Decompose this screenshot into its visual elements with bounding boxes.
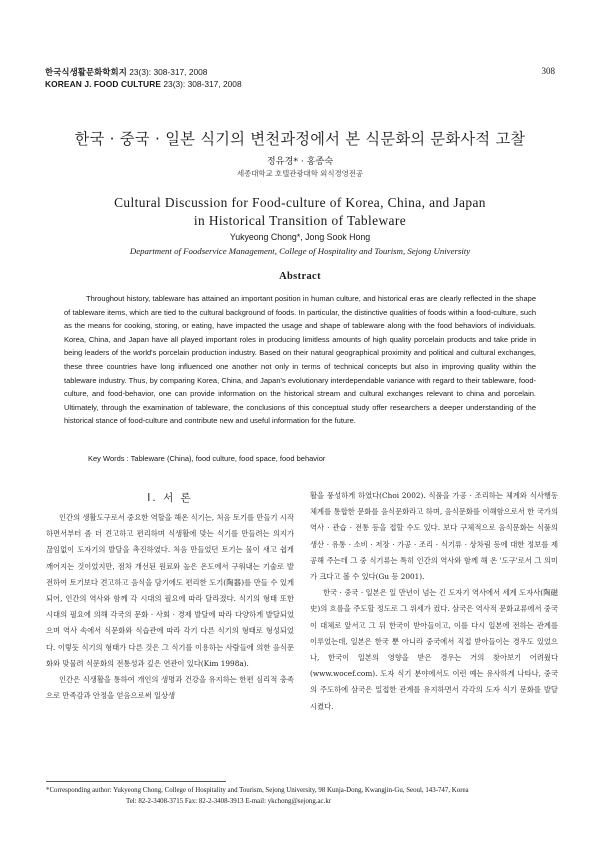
title-english-line-2: in Historical Transition of Tableware <box>193 213 407 228</box>
journal-header <box>45 66 242 90</box>
keywords-label: Key Words : <box>88 454 129 463</box>
authors-english: Yukyeong Chong*, Jong Sook Hong <box>229 232 371 242</box>
journal-name-kr: 한국식생활문화학회지 <box>45 67 127 77</box>
intro-paragraph-3: 한국 · 중국 · 일본은 일 만년이 넘는 긴 도자기 역사에서 세계 도자사(陶磁史)의 흐름을 주도할 정도로 그 위세가 컸다. 삼국은 역사적 문화교류에서 중국이 대체로 앞서고 그 뒤 한국이 받아들이고, 이를 다시 일본에 전하는 관계를 이루었는데, 일본은 한국 뿐 아니라 중국에서 직접 받아들이는 경우도 있었으나, 한국이 일본의 영향을 받은 경우는 거의 찾아보기 어려웠다(www.wocef.com). 도자 식기 분야에서도 이런 예는 유사하게 나타나, 중국의 주도하에 삼국은 밀접한 관계를 유지하면서 각각의 도자 식기 문화를 발달시켰다. <box>310 588 558 711</box>
authors-korean: 정유경* · 홍종숙 <box>266 156 334 167</box>
footnote-line-2: Tel: 82-2-3408-3715 Fax: 82-2-3408-3913 E-mail: ykchong@sejong.ac.kr <box>126 798 332 805</box>
footnote-divider <box>46 781 226 782</box>
column-right <box>310 488 558 715</box>
intro-paragraph-1: 인간의 생활도구로서 중요한 역할을 해온 식기는, 처음 토기를 만들기 시작하면서부터 좀 더 견고하고 편리하며 식생활에 맞는 식기를 만들려는 의지가 끊임없이 도자기의 발달을 촉진하였다. 처음 만들었던 토기는 물이 새고 쉽게 깨어지는 것이었지만, 점차 개선된 원료와 높은 온도에서 구워내는 기술로 발전하여 토기보다 견고하고 음식을 담기에도 편리한 도기(陶器)를 만들 수 있게 되어, 인간의 역사와 함께 각 시대의 필요에 따라 달라졌다. 식기의 형태 또한 시대의 필요에 의해 각국의 문화 · 사회 · 경제 발달에 따라 다양하게 발달되었으며 역사 속에서 식문화와 식습관에 따라 각기 다른 식기의 형태로 형성되었다. 이렇듯 식기의 형태가 다른 것은 그 식기를 이용하는 사람들에 의한 음식문화와 맞물려 식문화의 전통성과 깊은 연관이 있다(Kim 1998a). <box>46 513 294 668</box>
journal-line-en <box>45 78 242 90</box>
abstract-body: Throughout history, tableware has attained an important position in human culture, and historical eras are clearly reflected in the shape of tableware items, which are tied to the cultural background of foods. In particular, the distinctive qualities of foods within a food-culture, such as the means for cooking, storing, or eating, have impacted the usage and shape of tableware along with the food behaviors of individuals. Korea, China, and Japan have all played important roles in producing limitless amounts of high quality porcelain products and take pride in being leaders of the world's porcelain production industry. Based on their natural geographical proximity and political and cultural exchanges, these three countries have long influenced one another not only in terms of technical concepts but also in improving quality within the tableware industry. Thus, by comparing Korea, China, and Japan's evolutionary interdependable variance with regard to their tableware, food-culture, and food-behavior, one can provide information on the historical stream and cultural exchanges relevant to china and porcelain. Ultimately, through the examination of tableware, the conclusions of this conceptual study offer researchers a deeper understanding of the historical stance of food-culture and contribute new and useful information for the future. <box>64 294 536 426</box>
journal-line-kr <box>45 66 242 78</box>
title-korean: 한국 · 중국 · 일본 식기의 변천과정에서 본 식문화의 문화사적 고찰 <box>74 130 526 148</box>
journal-volume-kr: 23(3): 308-317, 2008 <box>129 67 208 77</box>
journal-volume-en: 23(3): 308-317, 2008 <box>163 79 242 89</box>
column-left <box>46 488 294 704</box>
section-heading-introduction: I. 서 론 <box>147 492 193 504</box>
affiliation-korean: 세종대학교 호텔관광대학 외식경영전공 <box>236 169 364 178</box>
footnote-line-1: *Corresponding author: Yukyeong Chong, College of Hospitality and Tourism, Sejong University, 98 Kunja-Dong, Kwangjin-Gu, Seoul, 143-747, Korea <box>46 787 469 794</box>
abstract-heading: Abstract <box>279 271 321 282</box>
title-english <box>0 194 600 230</box>
journal-name-en: KOREAN J. FOOD CULTURE <box>45 79 162 89</box>
keywords-list: Tableware (China), food culture, food space, food behavior <box>130 454 326 463</box>
title-english-line-1: Cultural Discussion for Food-culture of Korea, China, and Japan <box>114 195 486 210</box>
intro-paragraph-2: 인간은 식생활을 통하여 개인의 생명과 건강을 유지하는 한편 심리적 충족으로 만족감과 안정을 얻음으로써 일상생 <box>46 675 294 701</box>
affiliation-english: Department of Foodservice Management, College of Hospitality and Tourism, Sejong University <box>129 246 471 256</box>
page-number: 308 <box>541 66 555 76</box>
intro-paragraph-2-continued: 활을 풍성하게 하였다(Choi 2002). 식품을 가공 · 조리하는 체계와 식사행동 체계를 통합한 문화를 음식문화라고 하며, 음식문화를 이해함으로서 한 국가의 역사 · 관습 · 전통 등을 접할 수도 있다. 보다 구체적으로 음식문화는 식품의 생산 · 유통 · 소비 · 저장 · 가공 · 조리 · 식기류 · 상차림 등에 대한 정보를 제공해 주는데 그 중 식기류는 특히 인간의 역사와 함께 해 온 '도구'로서 그 의미가 크다고 볼 수 있다(Gu 등 2001). <box>310 491 558 582</box>
corresponding-author-footnote <box>46 785 566 807</box>
keywords <box>88 454 536 463</box>
